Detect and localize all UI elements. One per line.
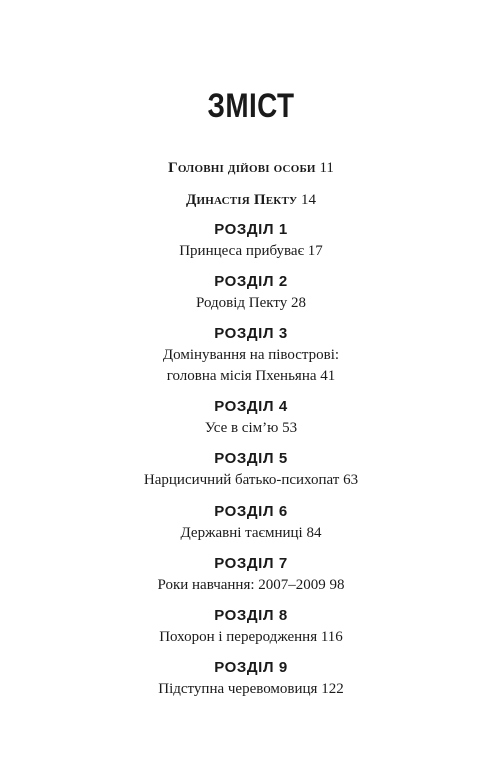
toc-entry-front-1 xyxy=(0,158,502,178)
chapter-title: Роки навчання: 2007–2009 98 xyxy=(157,577,345,593)
chapter-title: Домінування на півострові: xyxy=(162,347,340,363)
chapter-heading: РОЗДІЛ 9 xyxy=(214,659,288,676)
chapter-heading: РОЗДІЛ 2 xyxy=(214,273,288,290)
chapter-title: головна місія Пхеньяна 41 xyxy=(166,368,336,384)
toc-entry-front-2 xyxy=(0,190,502,210)
chapter-title: Нарцисичний батько-психопат 63 xyxy=(143,472,359,488)
chapter-heading: РОЗДІЛ 1 xyxy=(214,221,288,238)
toc-entry-label: Головні дійові особи xyxy=(168,160,316,176)
chapter-heading: РОЗДІЛ 5 xyxy=(214,450,288,467)
chapter-heading: РОЗДІЛ 8 xyxy=(214,607,288,624)
chapter-title: Принцеса прибуває 17 xyxy=(179,243,323,259)
chapter-title: Державні таємниці 84 xyxy=(180,525,322,541)
chapter-heading: РОЗДІЛ 4 xyxy=(214,398,288,415)
toc-entry-label: Династія Пекту xyxy=(185,192,298,208)
chapter-title: Похорон і переродження 116 xyxy=(159,629,343,645)
toc-entry-page: 14 xyxy=(301,192,317,208)
chapter-title: Усе в сім’ю 53 xyxy=(204,420,298,436)
chapter-title: Підступна черевомовиця 122 xyxy=(158,681,344,697)
page-title: ЗМІСТ xyxy=(207,87,295,125)
chapter-title: Родовід Пекту 28 xyxy=(196,295,306,311)
chapter-heading: РОЗДІЛ 7 xyxy=(214,555,288,572)
chapter-heading: РОЗДІЛ 6 xyxy=(214,503,288,520)
toc-entry-page: 11 xyxy=(319,160,334,176)
chapter-heading: РОЗДІЛ 3 xyxy=(214,325,288,342)
